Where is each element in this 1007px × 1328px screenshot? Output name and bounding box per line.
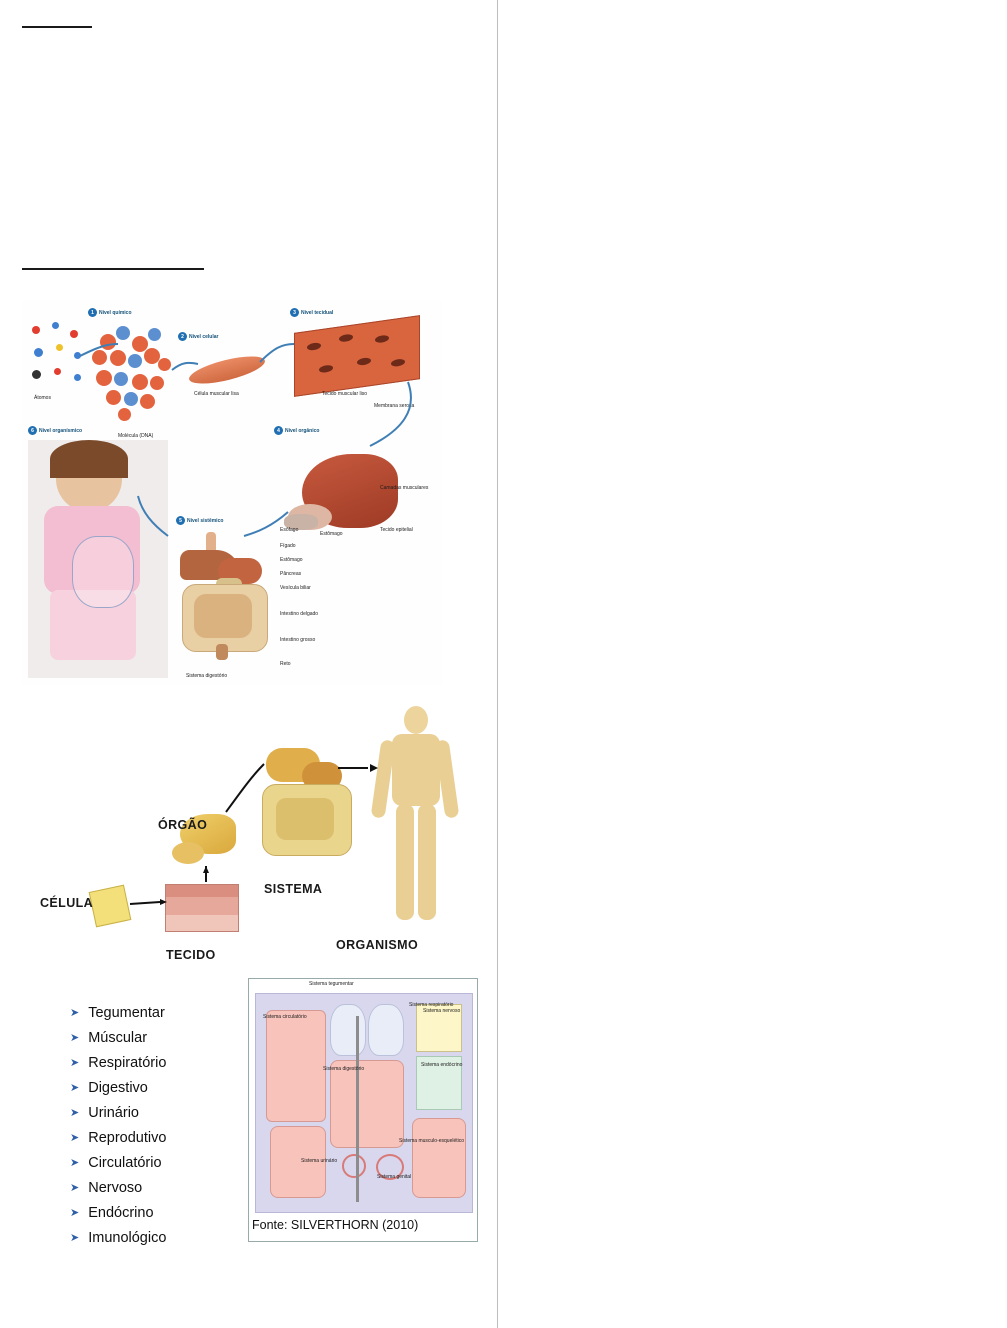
section-rule-left xyxy=(22,268,204,270)
figure-annot-sistema-digestorio: Sistema digestório xyxy=(186,673,228,679)
silver-label-digestorio: Sistema digestório xyxy=(323,1066,365,1072)
silver-label-endocrino: Sistema endócrino xyxy=(421,1062,463,1068)
figure-label-nivel-quimico: 1 Nível químico xyxy=(88,308,132,317)
bullet-icon: ➤ xyxy=(70,1182,80,1194)
figure-annot-vesicula: Vesícula biliar xyxy=(280,585,311,591)
silver-label-respiratorio: Sistema respiratório xyxy=(409,1002,454,1008)
bullet-icon: ➤ xyxy=(70,1057,80,1069)
list-item: ➤ Reprodutivo xyxy=(70,1126,300,1151)
list-item: ➤ Circulatório xyxy=(70,1151,300,1176)
figure-annot-pancreas: Pâncreas xyxy=(280,571,302,577)
label-sistema: SISTEMA xyxy=(264,882,323,896)
figure-annot-intestino-grosso: Intestino grosso xyxy=(280,637,316,643)
bullet-icon: ➤ xyxy=(70,1107,80,1119)
figure-annot-figado: Fígado xyxy=(280,543,296,549)
bullet-icon: ➤ xyxy=(70,1207,80,1219)
label-organismo: ORGANISMO xyxy=(336,938,419,952)
list-item: ➤ Nervoso xyxy=(70,1176,300,1201)
figure-label-nivel-sistemico: 5 Nível sistêmico xyxy=(176,516,223,525)
list-item: ➤ Imunológico xyxy=(70,1226,300,1251)
figure-annot-membrana-serosa: Membrana serosa xyxy=(374,403,415,409)
bullet-icon: ➤ xyxy=(70,1007,80,1019)
figure-annot-estomago: Estômago xyxy=(320,531,343,537)
silver-label-circulatorio: Sistema circulatório xyxy=(263,1014,307,1020)
figure-label-nivel-tecidual: 3 Nível tecidual xyxy=(290,308,333,317)
badge-5: 5 xyxy=(176,516,185,525)
silver-label-musculo: Sistema musculo-esquelético xyxy=(399,1138,465,1144)
bullet-icon: ➤ xyxy=(70,1032,80,1044)
figure-annot-tecido-epitelial: Tecido epitelial xyxy=(380,527,413,533)
bullet-icon: ➤ xyxy=(70,1157,80,1169)
list-item: ➤ Múscular xyxy=(70,1026,300,1051)
right-column xyxy=(498,0,1007,1328)
list-item: ➤ Endócrino xyxy=(70,1201,300,1226)
figure-annot-estomago-2: Estômago xyxy=(280,557,303,563)
silver-label-genital: Sistema genital xyxy=(377,1174,412,1180)
silver-label-nervoso: Sistema nervoso xyxy=(423,1008,461,1014)
list-item: ➤ Urinário xyxy=(70,1101,300,1126)
silverthorn-body-outline xyxy=(255,993,473,1213)
list-item: ➤ Respiratório xyxy=(70,1051,300,1076)
left-column xyxy=(0,0,497,1328)
label-tecido: TECIDO xyxy=(166,948,216,962)
figure-levels-of-organization xyxy=(22,300,442,685)
silver-label-tegumentar: Sistema tegumentar xyxy=(309,981,354,987)
figure-connector-arrows xyxy=(22,300,442,685)
figure-silverthorn xyxy=(248,978,478,1242)
figure-annot-intestino-delgado: Intestino delgado xyxy=(280,611,319,617)
bullet-icon: ➤ xyxy=(70,1082,80,1094)
list-item: ➤ Digestivo xyxy=(70,1076,300,1101)
badge-3: 3 xyxy=(290,308,299,317)
figure-annot-molecula: Molécula (DNA) xyxy=(118,433,154,439)
figure-annot-esofago: Esôfago xyxy=(280,527,299,533)
badge-6: 6 xyxy=(28,426,37,435)
figure-annot-atomos: Átomos xyxy=(34,395,51,401)
hierarchy-arrows xyxy=(20,690,475,985)
badge-2: 2 xyxy=(178,332,187,341)
label-orgao: ÓRGÃO xyxy=(158,818,208,832)
figure-annot-reto: Reto xyxy=(280,661,291,667)
figure-annot-camadas-musculares: Camadas musculares xyxy=(380,485,429,491)
figure-annot-tecido-muscular: Tecido muscular liso xyxy=(322,391,368,397)
figure-label-nivel-celular: 2 Nível celular xyxy=(178,332,218,341)
badge-4: 4 xyxy=(274,426,283,435)
silver-label-urinario: Sistema urinário xyxy=(301,1158,338,1164)
figure-annot-celula-muscular: Célula muscular lisa xyxy=(194,391,239,397)
bullet-icon: ➤ xyxy=(70,1132,80,1144)
figure-label-nivel-organico: 4 Nível orgânico xyxy=(274,426,319,435)
bullet-icon: ➤ xyxy=(70,1232,80,1244)
list-item: ➤ Tegumentar xyxy=(70,1001,300,1026)
badge-1: 1 xyxy=(88,308,97,317)
figure-label-nivel-organismico: 6 Nível organísmico xyxy=(28,426,82,435)
figure-source-caption: Fonte: SILVERTHORN (2010) xyxy=(252,1218,419,1232)
label-celula: CÉLULA xyxy=(40,896,94,910)
top-rule-left xyxy=(22,26,92,28)
figure-organization-hierarchy xyxy=(20,690,475,985)
